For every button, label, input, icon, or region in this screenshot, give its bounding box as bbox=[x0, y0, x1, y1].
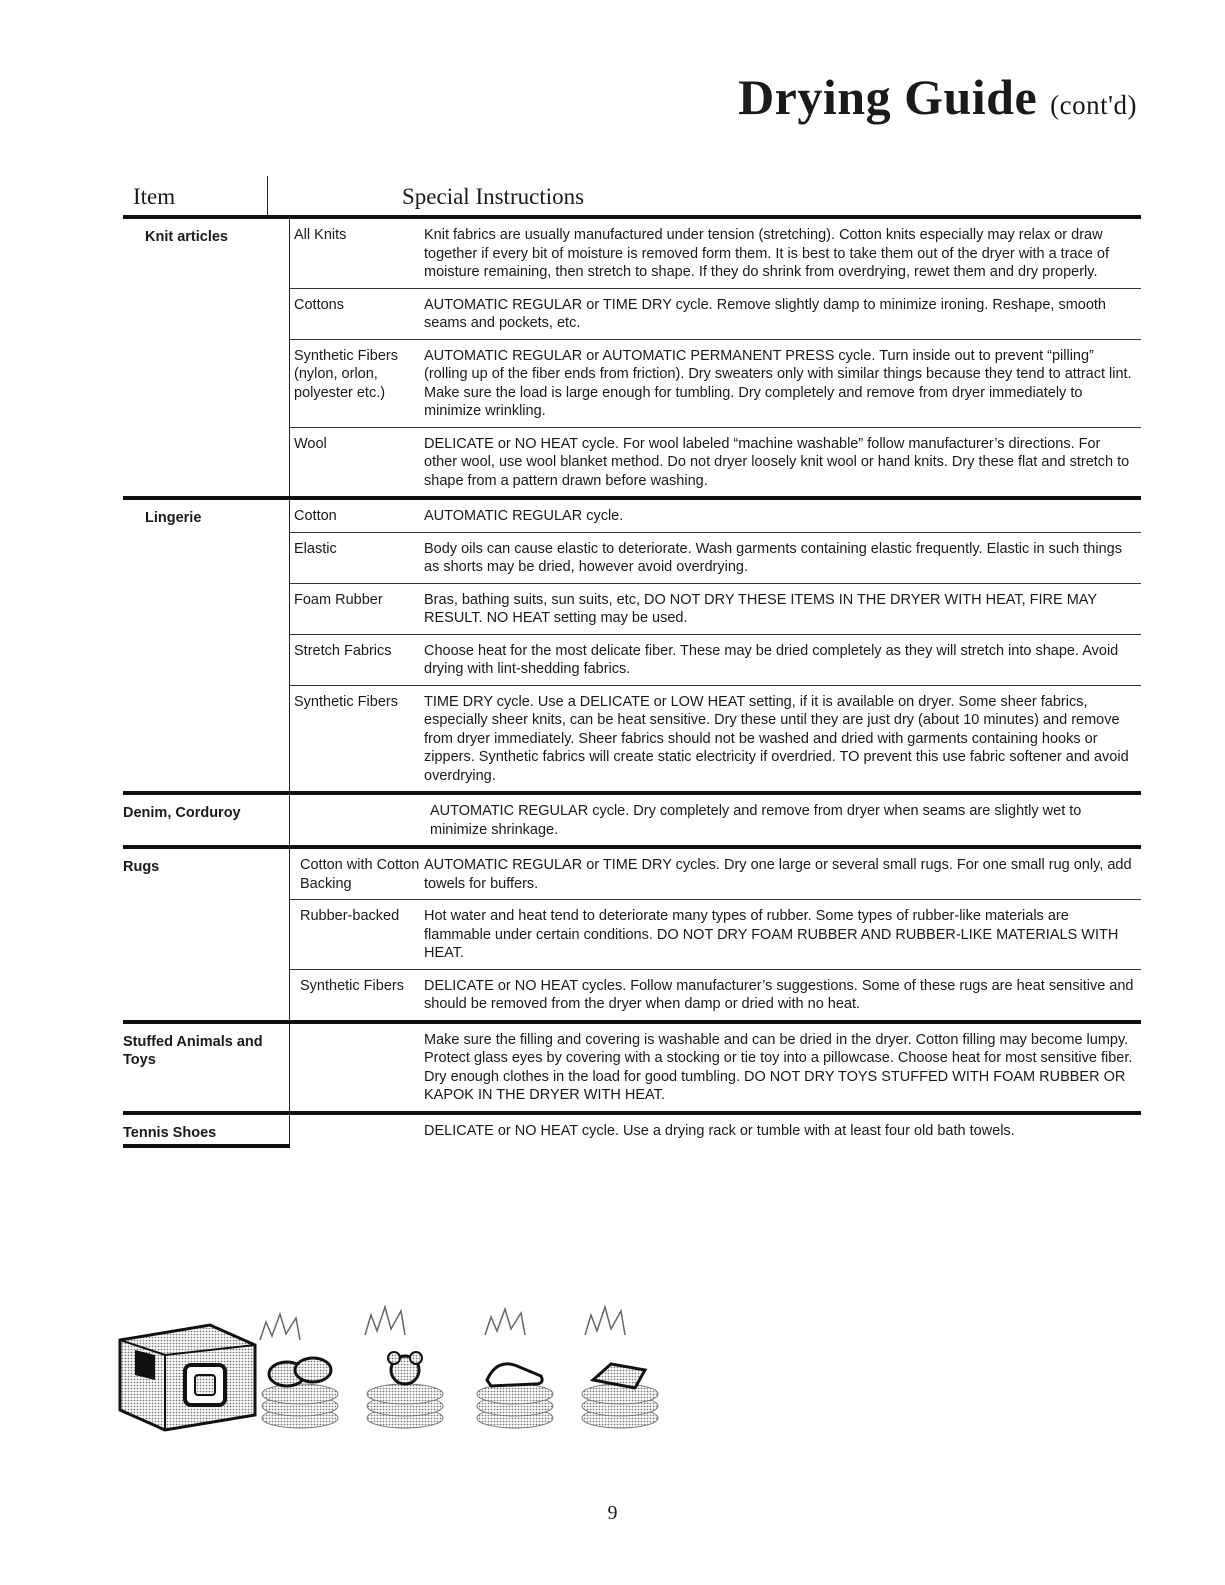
title-main: Drying Guide bbox=[738, 69, 1038, 125]
sub-item: Synthetic Fibers bbox=[294, 693, 398, 710]
column-header-instructions: Special Instructions bbox=[402, 184, 585, 209]
instruction-text: DELICATE or NO HEAT cycle. Use a drying rack or tumble with at least four old bath towels. bbox=[424, 1113, 1141, 1147]
item-name: Stuffed Animals and Toys bbox=[123, 1022, 290, 1113]
item-name: Tennis Shoes bbox=[123, 1113, 290, 1147]
drying-guide-table bbox=[123, 215, 1141, 1148]
item-name: Knit articles bbox=[123, 217, 290, 498]
header-divider bbox=[267, 176, 268, 216]
sub-item: Elastic bbox=[290, 532, 425, 583]
dryer-illustration bbox=[115, 1300, 715, 1440]
sub-item: Synthetic Fibers (nylon, orlon, polyester etc.) bbox=[290, 339, 425, 427]
page-number: 9 bbox=[607, 1502, 618, 1524]
instruction-text: Hot water and heat tend to deteriorate many types of rubber. Some types of rubber-like materials are flammable under certain conditions. DO NOT DRY FOAM RUBBER AND RUBBER-LIKE MATERIALS WITH HEAT. bbox=[424, 900, 1141, 970]
table-row bbox=[123, 1113, 1141, 1147]
instruction-text: Choose heat for the most delicate fiber. These may be dried completely as they will stretch into shape. Avoid drying with lint-shedding fabrics. bbox=[424, 634, 1141, 685]
column-header-item: Item bbox=[133, 184, 176, 209]
instruction-text: AUTOMATIC REGULAR cycle. bbox=[424, 498, 1141, 532]
sub-item: Cotton bbox=[290, 498, 425, 532]
table-row bbox=[123, 847, 1141, 900]
instruction-text: Body oils can cause elastic to deteriorate. Wash garments containing elastic frequently. Elastic in such things as shorts may be dried, however avoid overdrying. bbox=[424, 532, 1141, 583]
instruction-text: Make sure the filling and covering is washable and can be dried in the dryer. Cotton filling may become lumpy. Protect glass eyes by covering with a stocking or tie toy into a pillowcase. Choose heat for most sensitive fiber. Dry enough clothes in the load for good tumbling. DO NOT DRY TOYS STUFFED WITH FOAM RUBBER OR KAPOK IN THE DRYER WITH HEAT. bbox=[424, 1022, 1141, 1113]
table-row bbox=[123, 498, 1141, 532]
sub-item: Foam Rubber bbox=[290, 583, 425, 634]
sneaker-stack-icon bbox=[477, 1309, 553, 1428]
item-name: Rugs bbox=[123, 847, 290, 1022]
sub-item bbox=[290, 793, 425, 847]
instruction-text: AUTOMATIC REGULAR or TIME DRY cycle. Remove slightly damp to minimize ironing. Reshape, smooth seams and pockets, etc. bbox=[424, 288, 1141, 339]
sub-item: All Knits bbox=[290, 217, 425, 288]
sub-item: Synthetic Fibers bbox=[300, 977, 404, 994]
item-name: Lingerie bbox=[123, 498, 290, 793]
sub-item: Cotton with Cotton Backing bbox=[290, 847, 425, 900]
table-row bbox=[123, 1022, 1141, 1113]
instruction-text: DELICATE or NO HEAT cycles. Follow manufacturer’s suggestions. Some of these rugs are heat sensitive and should be removed from the dryer when damp or dried with no heat. bbox=[424, 977, 1134, 1012]
sub-item bbox=[290, 1113, 425, 1147]
table-row bbox=[123, 793, 1141, 847]
teddy-bear-stack-icon bbox=[365, 1307, 443, 1428]
instruction-text: Bras, bathing suits, sun suits, etc, DO NOT DRY THESE ITEMS IN THE DRYER WITH HEAT, FIRE MAY RESULT. NO HEAT setting may be used. bbox=[424, 583, 1141, 634]
table-row bbox=[123, 217, 1141, 288]
instruction-text: Knit fabrics are usually manufactured under tension (stretching). Cotton knits especially may relax or draw together if every bit of moisture is removed form them. It is best to take them out of the dryer with a trace of moisture remaining, then stretch to shape. If they do shrink from overdrying, rewet them and dry properly. bbox=[424, 217, 1141, 288]
page-title bbox=[738, 68, 1137, 126]
sub-item: Cottons bbox=[290, 288, 425, 339]
sub-item: Rubber-backed bbox=[290, 900, 425, 970]
item-name: Denim, Corduroy bbox=[123, 793, 290, 847]
pillow-stack-icon bbox=[582, 1307, 658, 1428]
sub-item: Stretch Fabrics bbox=[290, 634, 425, 685]
title-suffix: (cont'd) bbox=[1050, 90, 1137, 120]
instruction-text: AUTOMATIC REGULAR or AUTOMATIC PERMANENT PRESS cycle. Turn inside out to prevent “pilling” (rolling up of the fiber ends from friction). Dry sweaters only with similar things because they tend to attract lint. Make sure the load is large enough for tumbling. Dry completely and remove from dryer immediately to minimize wrinkling. bbox=[424, 339, 1141, 427]
sub-item bbox=[290, 1022, 425, 1113]
instruction-text: AUTOMATIC REGULAR or TIME DRY cycles. Dry one large or several small rugs. For one small rug only, add towels for buffers. bbox=[424, 847, 1141, 900]
instruction-text: TIME DRY cycle. Use a DELICATE or LOW HEAT setting, if it is available on dryer. Some sheer fabrics, especially sheer knits, can be heat sensitive. Dry these until they are just dry (about 10 minutes) and remove from dryer immediately. Sheer fabrics should not be washed and dried with garments containing hooks or zippers. Synthetic fabrics will create static electricity if overdried. TO prevent this use fabric softener and avoid overdrying. bbox=[424, 693, 1129, 784]
mitten-stack-icon bbox=[260, 1314, 338, 1428]
instruction-text: DELICATE or NO HEAT cycle. For wool labeled “machine washable” follow manufacturer’s directions. For other wool, use wool blanket method. Do not dryer loosely knit wool or hand knits. Dry these flat and stretch to shape from a pattern drawn before washing. bbox=[424, 435, 1130, 489]
sub-item: Wool bbox=[294, 435, 327, 452]
instruction-text: AUTOMATIC REGULAR cycle. Dry completely and remove from dryer when seams are slightly wet to minimize shrinkage. bbox=[424, 793, 1141, 847]
dryer-icon bbox=[120, 1325, 255, 1430]
